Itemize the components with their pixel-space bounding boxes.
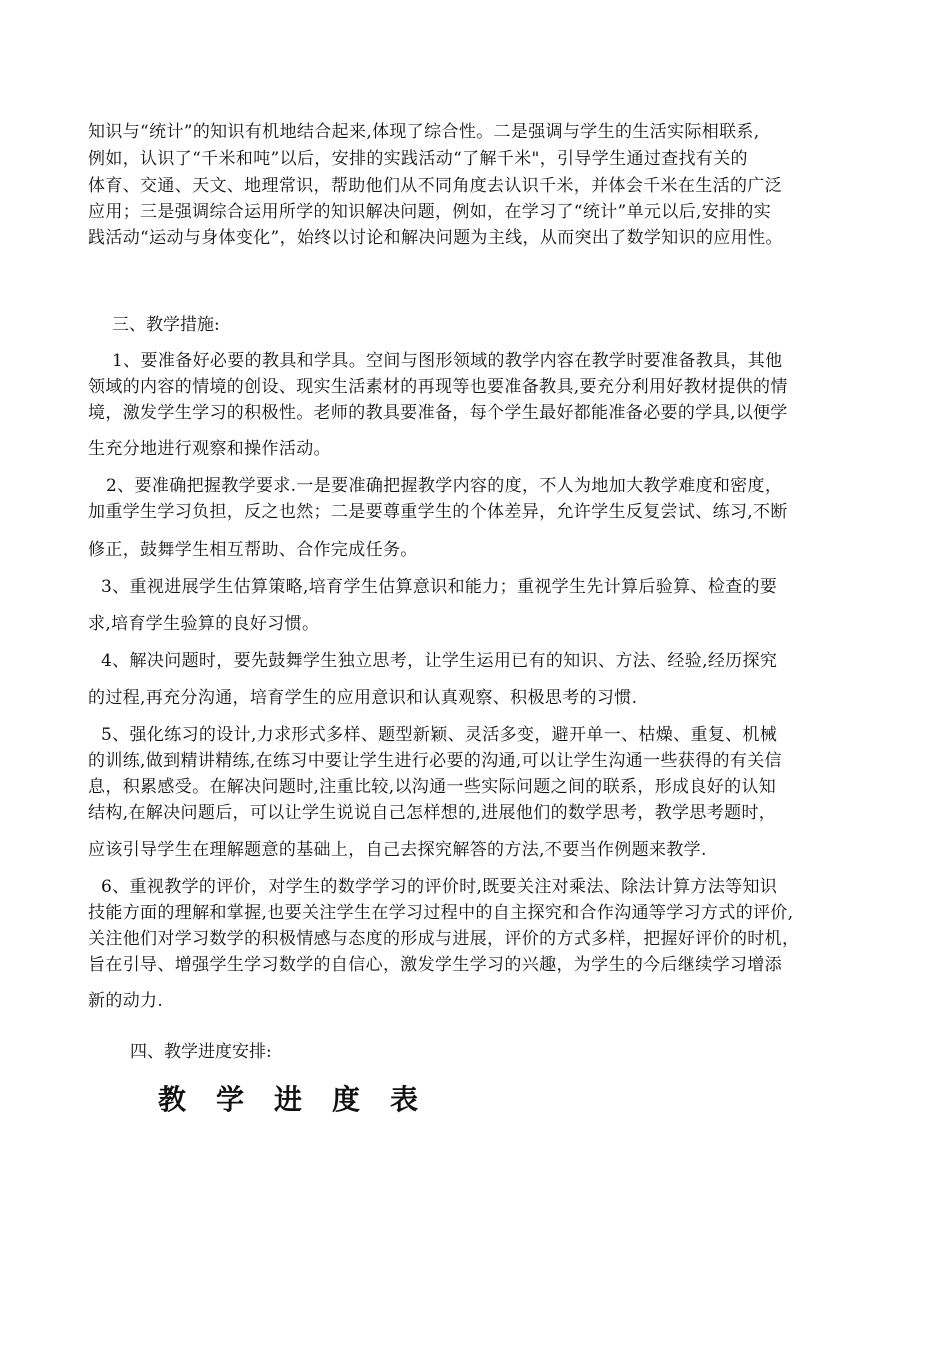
measure-6-line: 关注他们对学习数学的积极情感与态度的形成与进展，评价的方式多样，把握好评价的时机， [88,929,800,949]
measure-2-line: 2、要准确把握教学要求.一是要准确把握教学内容的度，不人为地加大教学难度和密度， [106,476,783,496]
measure-5-line: 应该引导学生在理解题意的基础上，自己去探究解答的方法,不要当作例题来教学. [88,840,707,860]
measure-5-line: 的训练,做到精讲精练,在练习中要让学生进行必要的沟通,可以让学生沟通一些获得的有关信 [88,751,782,771]
schedule-table-title: 教学进度表 [158,1083,449,1116]
intro-line: 应用；三是强调综合运用所学的知识解决问题，例如，在学习了“统计”单元以后,安排的实 [88,202,772,222]
intro-line: 知识与“统计”的知识有机地结合起来,体现了综合性。二是强调与学生的生活实际相联系, [88,122,760,142]
measure-2-line: 加重学生学习负担，反之也然；二是要尊重学生的个体差异，允许学生反复尝试、练习,不断 [88,502,788,522]
measure-6-line: 技能方面的理解和掌握,也要关注学生在学习过程中的自主探究和合作沟通等学习方式的评价, [88,903,794,923]
intro-line: 体育、交通、天文、地理常识，帮助他们从不同角度去认识千米，并体会千米在生活的广泛 [88,176,782,196]
measure-1-line: 境，激发学生学习的积极性。老师的教具要准备，每个学生最好都能准备必要的学具,以便学 [88,403,788,423]
measure-2-line: 修正，鼓舞学生相互帮助、合作完成任务。 [88,540,418,560]
intro-line: 践活动“运动与身体变化”，始终以讨论和解决问题为主线，从而突出了数学知识的应用性。 [88,228,783,248]
measure-6-line: 新的动力. [88,991,164,1011]
measure-4-line: 的过程,再充分沟通，培育学生的应用意识和认真观察、积极思考的习惯. [88,688,638,708]
section-heading-schedule: 四、教学进度安排: [130,1042,272,1062]
intro-line: 例如，认识了“千米和吨”以后，安排的实践活动“了解千米"，引导学生通过查找有关的 [88,149,748,169]
measure-1-line: 生充分地进行观察和操作活动。 [88,439,331,459]
section-heading-measures: 三、教学措施: [112,315,220,335]
measure-3-line: 求,培育学生验算的良好习惯。 [88,614,320,634]
measure-6-line: 旨在引导、增强学生学习数学的自信心，激发学生学习的兴趣，为学生的今后继续学习增添 [88,955,782,975]
measure-1-line: 1、要准备好必要的教具和学具。空间与图形领域的教学内容在教学时要准备教具，其他 [112,351,783,371]
measure-5-line: 5、强化练习的设计,力求形式多样、题型新颖、灵活多变，避开单一、枯燥、重复、机械 [101,725,778,745]
measure-1-line: 领域的内容的情境的创设、现实生活素材的再现等也要准备教具,要充分利用好教材提供的情 [88,377,788,397]
measure-4-line: 4、解决问题时，要先鼓舞学生独立思考，让学生运用已有的知识、方法、经验,经历探究 [101,651,778,671]
measure-6-line: 6、重视教学的评价，对学生的数学学习的评价时,既要关注对乘法、除法计算方法等知识 [101,877,778,897]
measure-5-line: 息，积累感受。在解决问题时,注重比较,以沟通一些实际问题之间的联系，形成良好的认知 [88,777,777,797]
measure-3-line: 3、重视进展学生估算策略,培育学生估算意识和能力；重视学生先计算后验算、检查的要 [101,577,778,597]
measure-5-line: 结构,在解决问题后，可以让学生说说自己怎样想的,进展他们的数学思考，教学思考题时， [88,803,777,823]
